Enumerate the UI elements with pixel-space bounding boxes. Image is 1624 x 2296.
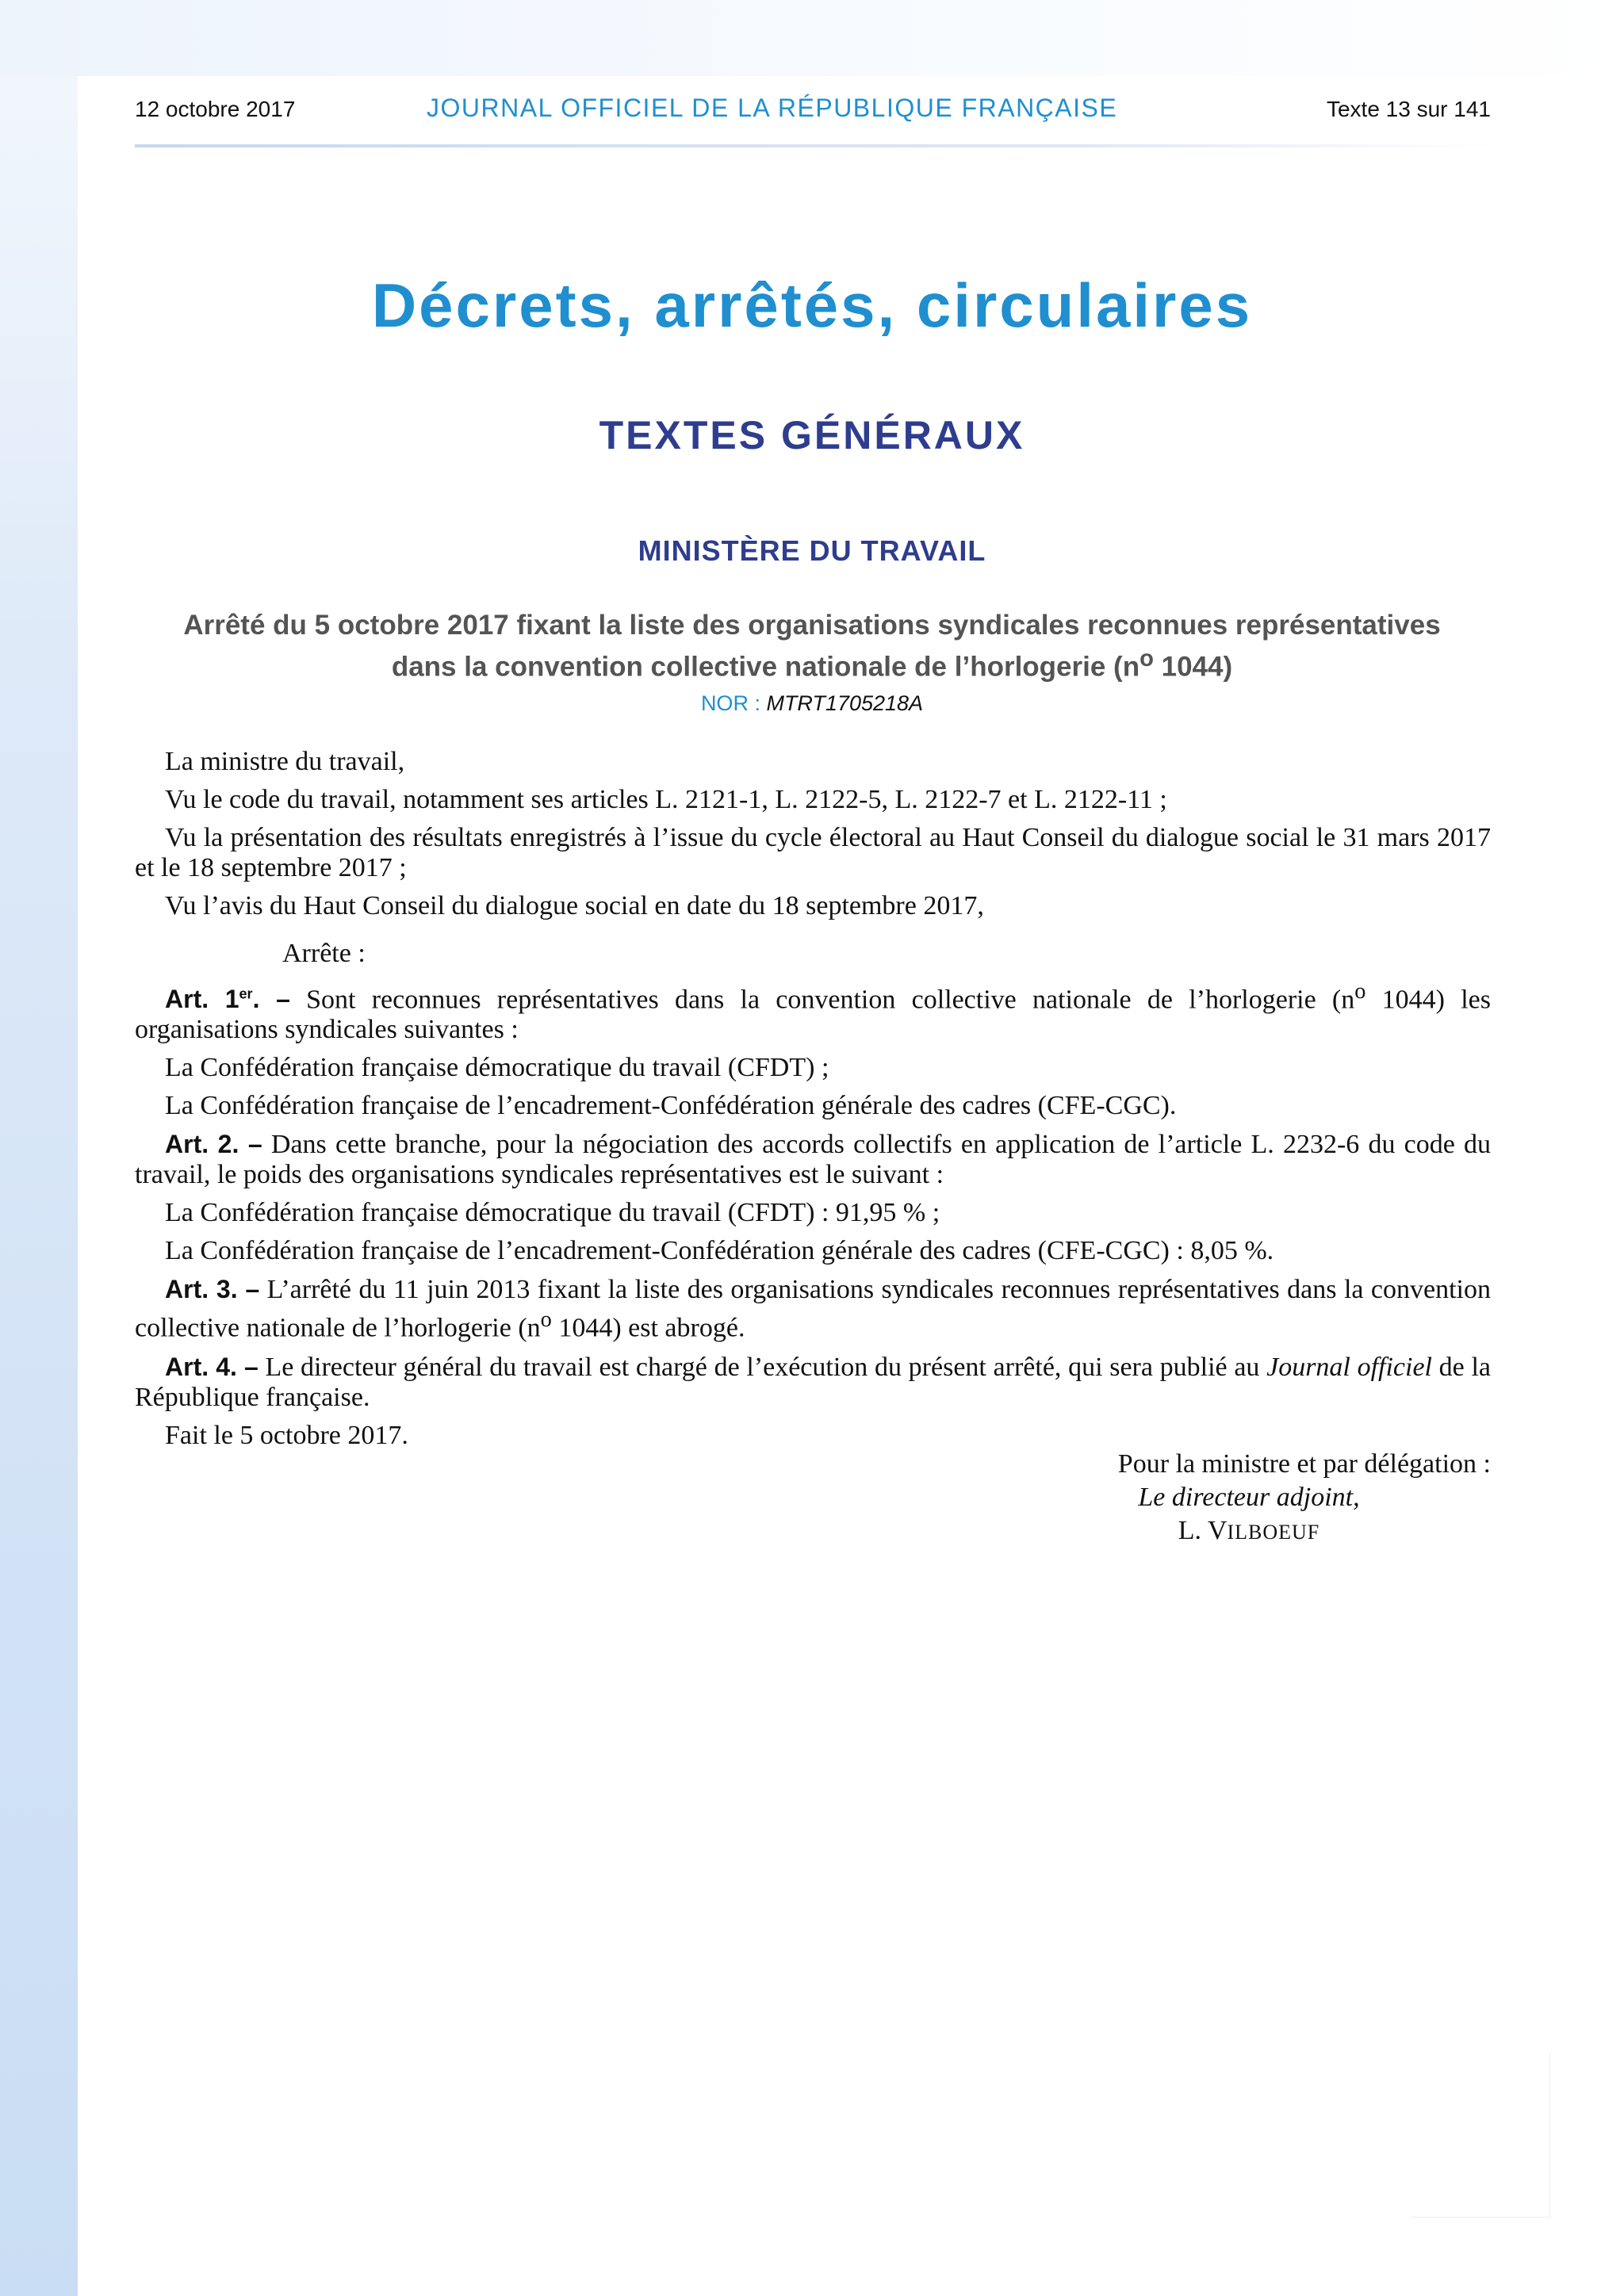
nor-label: NOR : [700, 691, 767, 715]
arrete-body [135, 747, 1491, 1459]
article-2-text: Dans cette branche, pour la négociation des accords collectifs en application de l’article L. 2232-6 du code du travail, le poids des organisations syndicales représentatives est le suivant : [135, 1130, 1491, 1190]
arrete-title [174, 609, 1450, 684]
article-1-label-text: Art. 1 [165, 985, 239, 1014]
article-3 [135, 1274, 1491, 1343]
signature-name-rest: ILBOEUF [1227, 1521, 1320, 1544]
article-1-item: La Confédération française de l’encadrement-Confédération générale des cadres (CFE-CGC). [165, 1091, 1177, 1121]
article-1-label-sup: er [239, 985, 253, 1002]
article-3-text-end: 1044) est abrogé. [551, 1313, 745, 1343]
arrete-title-sup: o [1139, 646, 1154, 672]
article-1 [135, 977, 1491, 1045]
arrete-title-text: Arrêté du 5 octobre 2017 fixant la liste des organisations syndicales reconnues représentatives dans la convention collective nationale de l’horlogerie (n [183, 610, 1441, 683]
nor-value: MTRT1705218A [766, 691, 924, 715]
preamble-vu-resultats: Vu la présentation des résultats enregistrés à l’issue du cycle électoral au Haut Conseil du dialogue social le 31 mars 2017 et le 18 septembre 2017 ; [135, 823, 1491, 882]
article-4-journal-italic: Journal officiel [1266, 1352, 1432, 1382]
page-corner-edge [1411, 2217, 1551, 2218]
preamble-vu-code: Vu le code du travail, notamment ses articles L. 2121-1, L. 2122-5, L. 2122-7 et L. 2122-11 ; [165, 785, 1167, 814]
signature-block [975, 1448, 1491, 1549]
article-1-label [165, 985, 290, 1013]
article-2-item: La Confédération française démocratique du travail (CFDT) : 91,95 % ; [165, 1198, 940, 1228]
article-1-item: La Confédération française démocratique du travail (CFDT) ; [165, 1053, 829, 1083]
signature-name [975, 1514, 1491, 1549]
page-left-margin-band [0, 0, 78, 2296]
article-1-text-end: 1044) les organisations syndicales suivantes : [135, 985, 1492, 1045]
fait-le: Fait le 5 octobre 2017. [165, 1420, 408, 1450]
arrete-statement: Arrête : [282, 939, 366, 968]
article-4-text: Le directeur général du travail est chargé de l’exécution du présent arrêté, qui sera publié au [258, 1352, 1267, 1382]
article-2-label: Art. 2. – [165, 1130, 262, 1159]
section-title: Décrets, arrêtés, circulaires [371, 270, 1253, 340]
ministry-heading: MINISTÈRE DU TRAVAIL [638, 534, 986, 567]
nor-reference [0, 691, 1624, 716]
article-4-text-end: de la République française. [135, 1352, 1491, 1412]
article-2-item: La Confédération française de l’encadrement-Confédération générale des cadres (CFE-CGC) : 8,05 %. [165, 1236, 1274, 1266]
preamble-ministre: La ministre du travail, [165, 747, 405, 776]
signature-delegation: Pour la ministre et par délégation : [1117, 1449, 1491, 1479]
arrete-title-end: 1044) [1153, 651, 1233, 683]
article-2 [135, 1129, 1491, 1190]
header-rule [135, 144, 1492, 147]
page-top-margin-band [0, 0, 1624, 76]
article-3-label: Art. 3. – [165, 1275, 260, 1304]
preamble-vu-avis: Vu l’avis du Haut Conseil du dialogue social en date du 18 septembre 2017, [165, 891, 984, 920]
article-4-label: Art. 4. – [165, 1352, 259, 1381]
article-1-sup: o [1354, 979, 1366, 1004]
page-corner-edge [1549, 2053, 1550, 2217]
sub-title: TEXTES GÉNÉRAUX [599, 413, 1025, 457]
signature-name-initial: L. V [1178, 1516, 1228, 1545]
article-1-label-end: . – [252, 985, 290, 1014]
running-header [135, 89, 1491, 136]
article-4 [135, 1352, 1491, 1413]
article-3-sup: o [540, 1307, 552, 1333]
header-journal-title: JOURNAL OFFICIEL DE LA RÉPUBLIQUE FRANÇAISE [427, 94, 1118, 122]
article-3-text: L’arrêté du 11 juin 2013 fixant la liste des organisations syndicales reconnues représentatives dans la convention collective nationale de l’horlogerie (n [135, 1275, 1491, 1343]
article-1-text: Sont reconnues représentatives dans la convention collective nationale de l’horlogerie (n [289, 985, 1355, 1015]
header-text-number: Texte 13 sur 141 [1326, 97, 1491, 121]
header-date: 12 octobre 2017 [135, 97, 296, 121]
signature-title: Le directeur adjoint, [1138, 1483, 1360, 1512]
